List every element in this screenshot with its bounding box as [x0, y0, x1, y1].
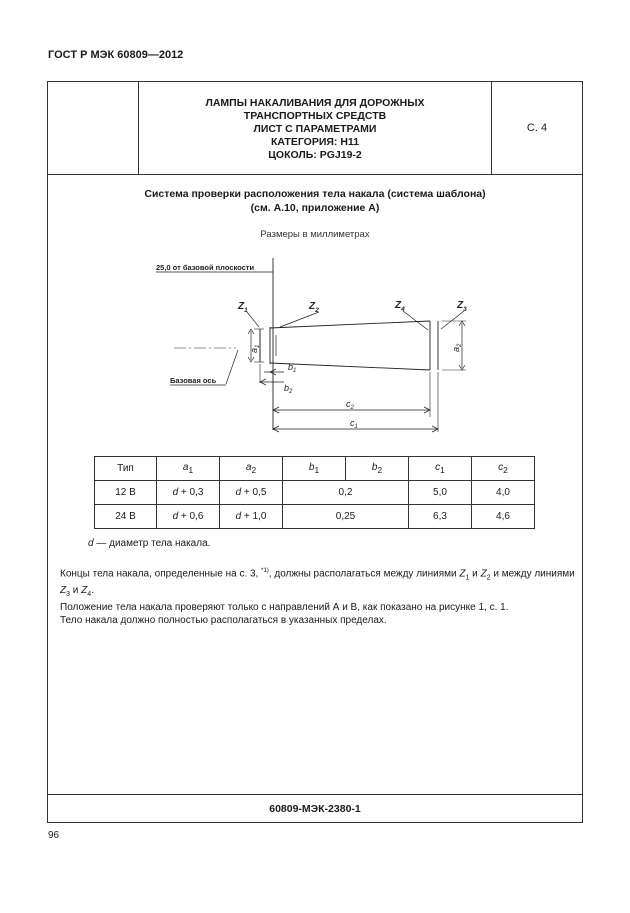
table-header-cell: $c_1$	[409, 457, 472, 481]
table-cell: 5,0	[409, 481, 472, 505]
paragraph: Положение тела накала проверяют только с направлений А и В, как показано на рисунке 1, с. 1.	[60, 602, 509, 614]
table-cell: 6,3	[409, 505, 472, 529]
table-header-row	[95, 457, 535, 481]
label-b2: $b_2$	[284, 383, 293, 395]
section-title-line: Система проверки расположения тела накала (система шаблона)	[144, 188, 486, 200]
standard-code: ГОСТ Р МЭК 60809—2012	[48, 49, 184, 61]
table-cell: d + 1,0	[220, 505, 283, 529]
table-cell: 4,0	[472, 481, 535, 505]
z3-leader	[441, 311, 464, 329]
table-header-cell: $c_2$	[472, 457, 535, 481]
title-line: КАТЕГОРИЯ: H11	[270, 136, 360, 148]
table-header-cell: Тип	[95, 457, 157, 481]
body-text	[60, 565, 575, 627]
paragraph: Тело накала должно полностью располагаться в указанных пределах.	[60, 615, 387, 627]
table-cell: 4,6	[472, 505, 535, 529]
table-header-cell: $b_2$	[346, 457, 409, 481]
label-c2: $c_2$	[346, 399, 354, 411]
z2-leader	[280, 312, 319, 327]
paragraph: Концы тела накала, определенные на с. 3, $^{*1)}$, должны располагаться между линиями $Z_1$ и $Z_2$ и между линиями $Z_3$ и $Z_4$.	[60, 568, 575, 599]
diameter-note: d — диаметр тела накала.	[88, 538, 211, 549]
reference-plane-label: 25,0 от базовой плоскости	[156, 263, 255, 272]
table-cell: 0,25	[283, 505, 409, 529]
z1-leader	[247, 312, 259, 327]
title-line: ЛИСТ С ПАРАМЕТРАМИ	[253, 123, 377, 135]
label-z1: $Z_1$	[238, 301, 248, 314]
dimensions-table	[94, 456, 535, 529]
table-row	[95, 481, 535, 505]
label-z3: $Z_3$	[457, 300, 467, 313]
table-cell: 24 В	[95, 505, 157, 529]
units-note: Размеры в миллиметрах	[260, 229, 370, 240]
table-header-cell: $a_1$	[157, 457, 220, 481]
table-cell: d + 0,6	[157, 505, 220, 529]
axis-label-leader	[226, 350, 238, 384]
parameter-sheet-frame	[47, 81, 583, 823]
label-b1: $b_1$	[288, 362, 297, 374]
page-reference: С. 4	[526, 122, 548, 134]
filament-gauge-drawing	[48, 82, 582, 452]
section-title-line: (см. А.10, приложение А)	[250, 202, 380, 214]
sheet-footer	[48, 794, 582, 823]
table-cell: d + 0,5	[220, 481, 283, 505]
label-c1: $c_1$	[350, 418, 358, 430]
envelope-top-line	[270, 321, 430, 328]
table-header-cell: $b_1$	[283, 457, 346, 481]
table-cell: 0,2	[283, 481, 409, 505]
label-a1: $a_1$	[249, 344, 261, 353]
base-axis-label: Базовая ось	[170, 376, 217, 385]
label-a2: $a_2$	[451, 343, 463, 352]
sheet-code: 60809-МЭК-2380-1	[269, 803, 361, 815]
page-number: 96	[48, 830, 60, 841]
label-z2: $Z_2$	[309, 301, 319, 314]
z4-leader	[403, 311, 428, 330]
title-line: ТРАНСПОРТНЫХ СРЕДСТВ	[243, 110, 387, 122]
table-header-cell: $a_2$	[220, 457, 283, 481]
table-cell: 12 В	[95, 481, 157, 505]
table-row	[95, 505, 535, 529]
title-line: ЛАМПЫ НАКАЛИВАНИЯ ДЛЯ ДОРОЖНЫХ	[205, 97, 425, 109]
label-z4: $Z_4$	[395, 300, 405, 313]
table-cell: d + 0,3	[157, 481, 220, 505]
title-line: ЦОКОЛЬ: PGJ19-2	[268, 149, 362, 161]
